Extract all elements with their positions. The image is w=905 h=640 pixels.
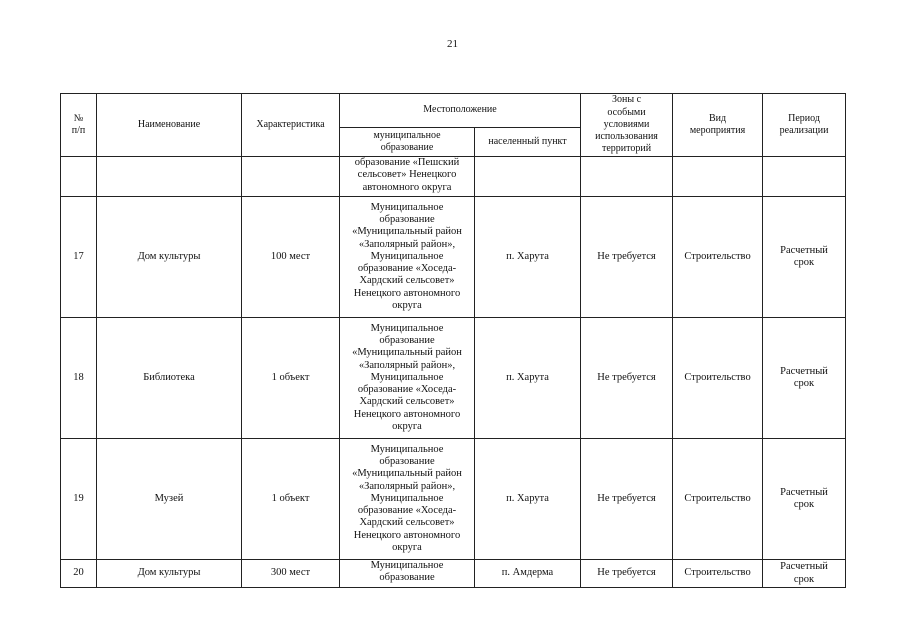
cell-zones: Не требуется [581, 439, 673, 560]
cell-characteristic: 1 объект [242, 318, 340, 439]
header-location: Местоположение [340, 94, 581, 128]
cell-activity [673, 157, 763, 197]
cell-num: 18 [61, 318, 97, 439]
cell-settlement: п. Харута [475, 197, 581, 318]
header-num: № п/п [61, 94, 97, 157]
cell-period: Расчетный срок [763, 318, 846, 439]
cell-period: Расчетный срок [763, 197, 846, 318]
cell-municipal: Муниципальное образование «Муниципальный район «Заполярный район», Муниципальное образование «Хоседа- Хардский сельсовет» Ненецкого автономного округа [340, 318, 475, 439]
cell-zones: Не требуется [581, 197, 673, 318]
cell-characteristic [242, 157, 340, 197]
planning-table [60, 93, 846, 588]
cell-num: 17 [61, 197, 97, 318]
cell-settlement: п. Амдерма [475, 560, 581, 588]
header-municipal: муниципальное образование [340, 128, 475, 157]
cell-period [763, 157, 846, 197]
cell-activity: Строительство [673, 439, 763, 560]
cell-num [61, 157, 97, 197]
cell-municipal: Муниципальное образование «Муниципальный район «Заполярный район», Муниципальное образование «Хоседа- Хардский сельсовет» Ненецкого автономного округа [340, 439, 475, 560]
cell-activity: Строительство [673, 197, 763, 318]
cell-zones: Не требуется [581, 318, 673, 439]
header-period: Период реализации [763, 94, 846, 157]
cell-name: Музей [97, 439, 242, 560]
cell-characteristic: 300 мест [242, 560, 340, 588]
header-settlement: населенный пункт [475, 128, 581, 157]
cell-zones [581, 157, 673, 197]
header-name: Наименование [97, 94, 242, 157]
table-row [61, 318, 846, 439]
cell-municipal: образование «Пешский сельсовет» Ненецкого автономного округа [340, 157, 475, 197]
cell-period: Расчетный срок [763, 439, 846, 560]
cell-name: Библиотека [97, 318, 242, 439]
table-row [61, 560, 846, 588]
table-row [61, 197, 846, 318]
cell-characteristic: 1 объект [242, 439, 340, 560]
cell-name: Дом культуры [97, 197, 242, 318]
cell-settlement [475, 157, 581, 197]
cell-settlement: п. Харута [475, 318, 581, 439]
cell-municipal: Муниципальное образование «Муниципальный район «Заполярный район», Муниципальное образование «Хоседа- Хардский сельсовет» Ненецкого автономного округа [340, 197, 475, 318]
cell-characteristic: 100 мест [242, 197, 340, 318]
cell-num: 20 [61, 560, 97, 588]
cell-zones: Не требуется [581, 560, 673, 588]
page-number: 21 [447, 38, 458, 50]
cell-name [97, 157, 242, 197]
header-characteristic: Характеристика [242, 94, 340, 157]
cell-settlement: п. Харута [475, 439, 581, 560]
header-zones: Зоны с особыми условиями использования территорий [581, 94, 673, 157]
cell-num: 19 [61, 439, 97, 560]
header-activity: Вид мероприятия [673, 94, 763, 157]
cell-activity: Строительство [673, 318, 763, 439]
cell-period: Расчетный срок [763, 560, 846, 588]
header-row [61, 94, 846, 128]
cell-activity: Строительство [673, 560, 763, 588]
cell-municipal: Муниципальное образование [340, 560, 475, 588]
cell-name: Дом культуры [97, 560, 242, 588]
continuation-row [61, 157, 846, 197]
table-row [61, 439, 846, 560]
